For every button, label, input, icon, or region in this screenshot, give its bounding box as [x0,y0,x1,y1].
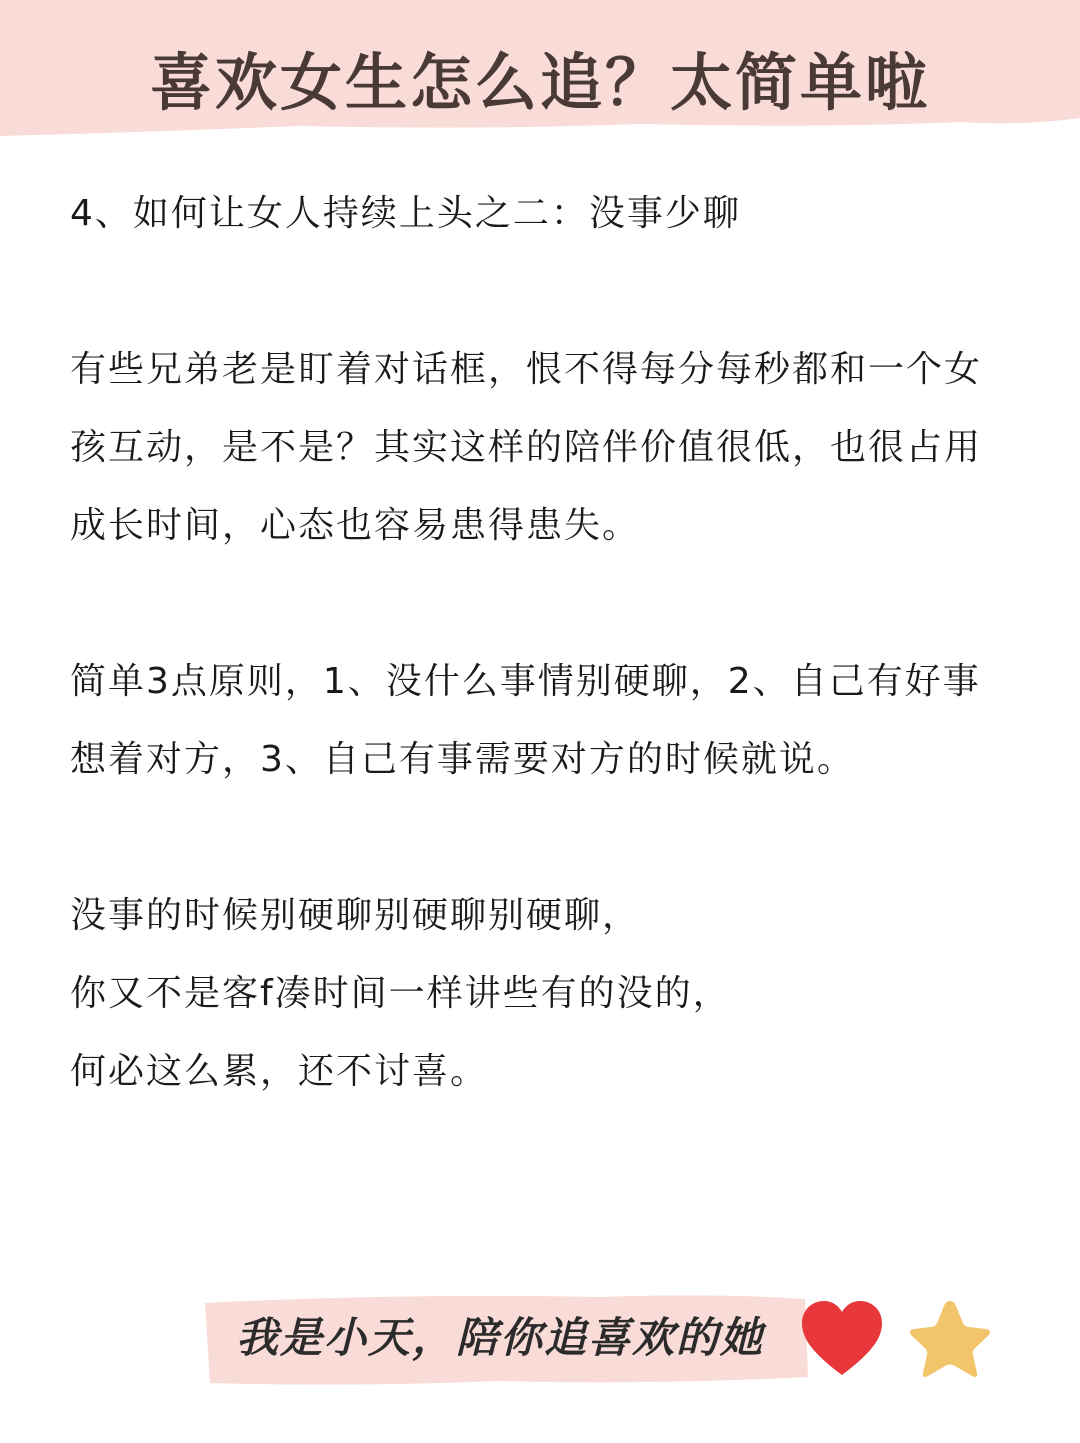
paragraph-3-line-1: 没事的时候别硬聊别硬聊别硬聊， [70,895,641,936]
paragraph-3-line-3: 何必这么累，还不讨喜。 [70,1051,489,1092]
signature-text: 我是小天，陪你追喜欢的她 [235,1313,764,1362]
paragraph-3-line-2: 你又不是客f凑时间一样讲些有的没的， [70,973,731,1014]
section-heading: 4、如何让女人持续上头之二：没事少聊 [70,193,741,234]
spacer [70,799,1010,877]
star-icon [905,1297,995,1383]
signature-footer [0,1285,1080,1405]
paragraph-2: 简单3点原则，1、没什么事情别硬聊，2、自己有好事想着对方，3、自己有事需要对方的时候就说。 [70,661,981,780]
article-body [70,175,1010,1111]
title-banner [0,0,1080,165]
spacer [70,253,1010,331]
spacer [70,565,1010,643]
page-title: 喜欢女生怎么追？太简单啦 [149,46,930,119]
heart-icon [800,1299,884,1379]
paragraph-1: 有些兄弟老是盯着对话框，恨不得每分每秒都和一个女孩互动，是不是？其实这样的陪伴价值很低，也很占用成长时间，心态也容易患得患失。 [70,349,983,546]
